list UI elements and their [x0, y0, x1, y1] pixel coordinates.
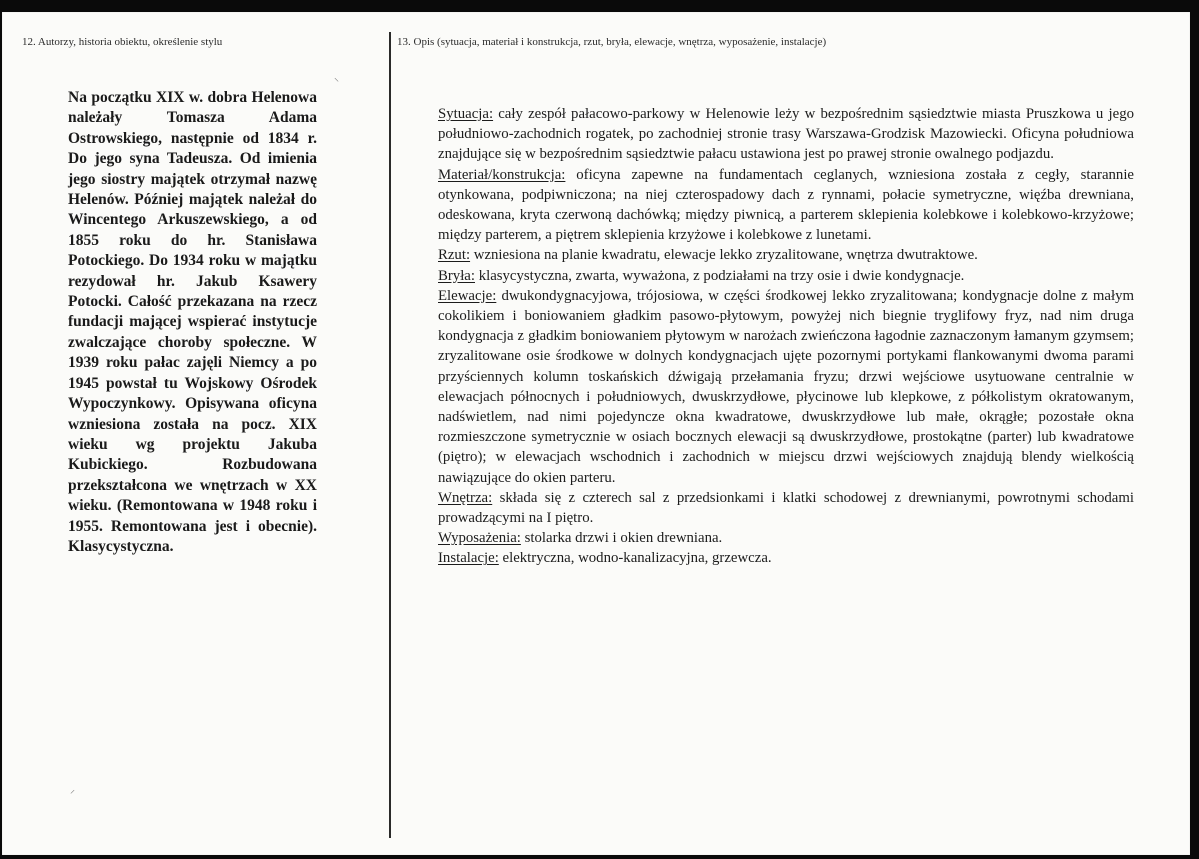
description-body: oficyna zapewne na fundamentach ceglanych, wzniesiona została z cegły, starannie otynkowana, podpiwniczona; na niej czterospadowy dach z rynnami, połacie symetryczne, więźba drewniana, odeskowana, kryta czerwoną dachówką; między piwnicą, a parterem sklepienia kolebkowe i kolebkowo-krzyżowe; między parterem, a piętrem sklepienia krzyżowe i kolebkowe z lunetami. [438, 166, 1134, 244]
description-body: wzniesiona na planie kwadratu, elewacje lekko zryzalitowane, wnętrza dwutraktowe. [470, 247, 978, 264]
description-body: elektryczna, wodno-kanalizacyjna, grzewcza. [498, 550, 772, 567]
description-plan [438, 245, 1134, 265]
description-label: Bryła: [438, 267, 475, 284]
description-furnishings [438, 528, 1134, 548]
column-divider [389, 32, 391, 838]
description-body: cały zespół pałacowo-parkowy w Helenowie leży w bezpośrednim sąsiedztwie miasta Pruszkowa u jego południowo-zachodnich rogatek, po zachodniej stronie trasy Warszawa-Grodzisk Mazowiecki. Oficyna południowa znajdujące się w bezpośrednim sąsiedztwie pałacu ustawiona jest po prawej stronie owalnego podjazdu. [438, 106, 1134, 163]
description-label: Wnętrza: [438, 489, 493, 506]
scan-speck: ⸌ [334, 77, 339, 88]
description-label: Materiał/konstrukcja: [438, 166, 566, 183]
description-body: klasycystyczna, zwarta, wyważona, z podziałami na trzy osie i dwie kondygnacje. [475, 267, 965, 284]
description-interiors [438, 488, 1134, 528]
description-body: składa się z czterech sal z przedsionkami i klatki schodowej z drewnianymi, powrotnymi schodami prowadzącymi na I piętro. [438, 489, 1134, 527]
description-body: dwukondygnacyjowa, trójosiowa, w części środkowej lekko zryzalitowana; kondygnacje dolne z małym cokolikiem i boniowaniem gładkim pasowo-płytowym, powyżej nich biegnie tryglifowy fryz, nad nim druga kondygnacja z gładkim boniowaniem płytowym w narożach zwieńczona łagodnie zaznaczonym łamanym gzymsem; zryzalitowane osie środkowe w dolnych kondygnacjach ujęte pozornymi portykami flankowanymi dwoma parami przyściennych kolumn toskańskich dźwigają przełamania fryzu; drzwi wejściowe usytuowane centralnie w elewacjach północnych i południowych, dwuskrzydłowe, płycinowe lub klepkowe, z półkolistym okratowanym, nadświetlem, nad nimi pojedyncze okna kwadratowe, dwuskrzydłowe lub małe, okrągłe; pozostałe okna rozmieszczone symetrycznie w osiach bocznych elewacji są dwuskrzydłowe, prostokątne (parter) lub kwadratowe (piętro); w elewacjach wschodnich i zachodnich w miejscu drzwi wejściowych znajdują blendy wielkością nawiązujące do okien parteru. [438, 287, 1134, 486]
description-label: Wyposażenia: [438, 530, 521, 547]
description-label: Instalacje: [438, 550, 499, 567]
description-material [438, 165, 1134, 246]
history-text: Na początku XIX w. dobra Helenowa należały Tomasza Adama Ostrowskiego, następnie od 1834 r. Do jego syna Tadeusza. Od imienia jego siostry majątek otrzymał nazwę Helenów. Później majątek należał do Wincentego Arkuszewskiego, a od 1855 roku do hr. Stanisława Potockiego. Do 1934 roku w majątku rezydował hr. Jakub Ksawery Potocki. Całość przekazana na rzecz fundacji mającej wspierać instytucje zwalczające choroby społeczne. W 1939 roku pałac zajęli Niemcy a po 1945 powstał tu Wojskowy Ośrodek Wypoczynkowy. Opisywana oficyna wzniesiona została na pocz. XIX wieku wg projektu Jakuba Kubickiego. Rozbudowana przekształcona we wnętrzach w XX wieku. (Remontowana w 1948 roku i 1955. Remontowana jest i obecnie). Klasycystyczna. [68, 89, 317, 555]
description-section-header: 13. Opis (sytuacja, materiał i konstrukcja, rzut, bryła, elewacje, wnętrza, wyposażenie, instalacje) [397, 36, 827, 48]
description-installations [438, 548, 1134, 568]
history-section-header: 12. Autorzy, historia obiektu, określenie stylu [22, 36, 223, 48]
description-label: Rzut: [438, 247, 471, 264]
scan-speck: ⸍ [70, 789, 75, 800]
description-elevations [438, 286, 1134, 488]
description-situation [438, 104, 1134, 165]
description-body: stolarka drzwi i okien drewniana. [520, 530, 723, 547]
description-label: Elewacje: [438, 287, 497, 304]
description-text [438, 104, 1134, 569]
description-label: Sytuacja: [438, 106, 494, 122]
description-massing [438, 266, 1134, 286]
